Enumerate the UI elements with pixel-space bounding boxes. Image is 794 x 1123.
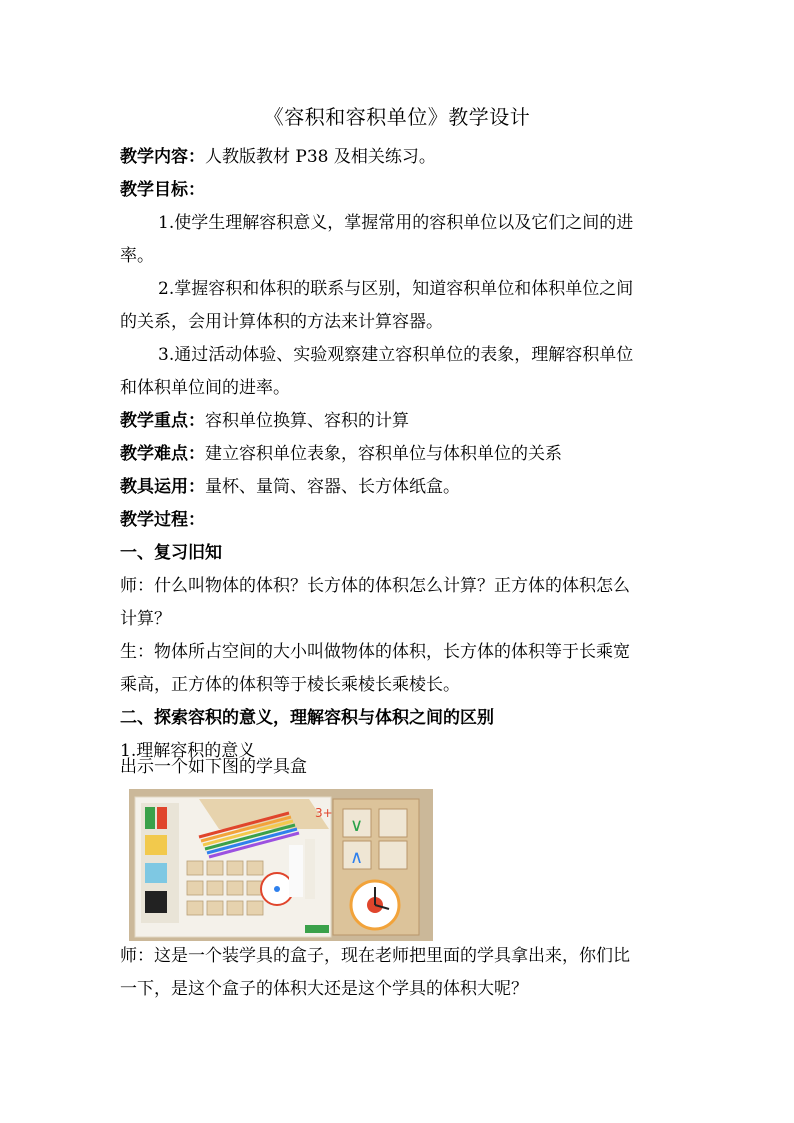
student-answer-line-2: 乘高，正方体的体积等于棱长乘棱长乘棱长。 — [120, 675, 460, 695]
teacher-box-line-1: 师：这是一个装学具的盒子，现在老师把里面的学具拿出来，你们比 — [120, 946, 630, 966]
section-2-heading: 二、探索容积的意义，理解容积与体积之间的区别 — [120, 708, 494, 728]
content-row — [120, 146, 680, 168]
learning-box-photo — [129, 789, 433, 941]
difficulty-text: 建立容积单位表象，容积单位与体积单位的关系 — [205, 444, 562, 464]
process-label: 教学过程： — [120, 510, 205, 530]
teacher-box-line-2: 一下，是这个盒子的体积大还是这个学具的体积大呢？ — [120, 979, 528, 999]
key-point-text: 容积单位换算、容积的计算 — [205, 411, 409, 431]
key-point-label: 教学重点： — [120, 411, 205, 431]
goal-3-line-2: 和体积单位间的进率。 — [120, 378, 290, 398]
goals-label: 教学目标： — [120, 180, 205, 200]
subsection-1-heading: 1.理解容积的意义 — [120, 741, 256, 761]
content-label: 教学内容： — [120, 147, 205, 167]
goal-1-line-1: 1.使学生理解容积意义，掌握常用的容积单位以及它们之间的进 — [158, 213, 634, 233]
show-box-text: 出示一个如下图的学具盒 — [120, 757, 307, 777]
tools-text: 量杯、量筒、容器、长方体纸盒。 — [205, 477, 460, 497]
section-1-heading: 一、复习旧知 — [120, 543, 222, 563]
tools-row — [120, 476, 680, 498]
goal-2-line-2: 的关系，会用计算体积的方法来计算容器。 — [120, 312, 443, 332]
age-badge-text: 3+ — [315, 806, 333, 820]
student-answer-line-1: 生：物体所占空间的大小叫做物体的体积，长方体的体积等于长乘宽 — [120, 642, 630, 662]
goal-3-line-1: 3.通过活动体验、实验观察建立容积单位的表象，理解容积单位 — [158, 345, 634, 365]
tools-label: 教具运用： — [120, 477, 205, 497]
document-title: 《容积和容积单位》教学设计 — [263, 105, 531, 129]
key-point-row — [120, 410, 680, 432]
content-text: 人教版教材 P38 及相关练习。 — [205, 147, 436, 167]
goal-2-line-1: 2.掌握容积和体积的联系与区别，知道容积单位和体积单位之间 — [158, 279, 634, 299]
greater-symbol-text: ∨ — [350, 815, 364, 836]
difficulty-label: 教学难点： — [120, 444, 205, 464]
goal-1-line-2: 率。 — [120, 246, 154, 266]
teacher-question-line-1: 师：什么叫物体的体积？长方体的体积怎么计算？正方体的体积怎么 — [120, 576, 630, 596]
learning-box-illustration — [129, 789, 433, 941]
teacher-question-line-2: 计算？ — [120, 609, 171, 629]
less-symbol-text: ∧ — [350, 847, 364, 868]
difficulty-row — [120, 443, 680, 465]
